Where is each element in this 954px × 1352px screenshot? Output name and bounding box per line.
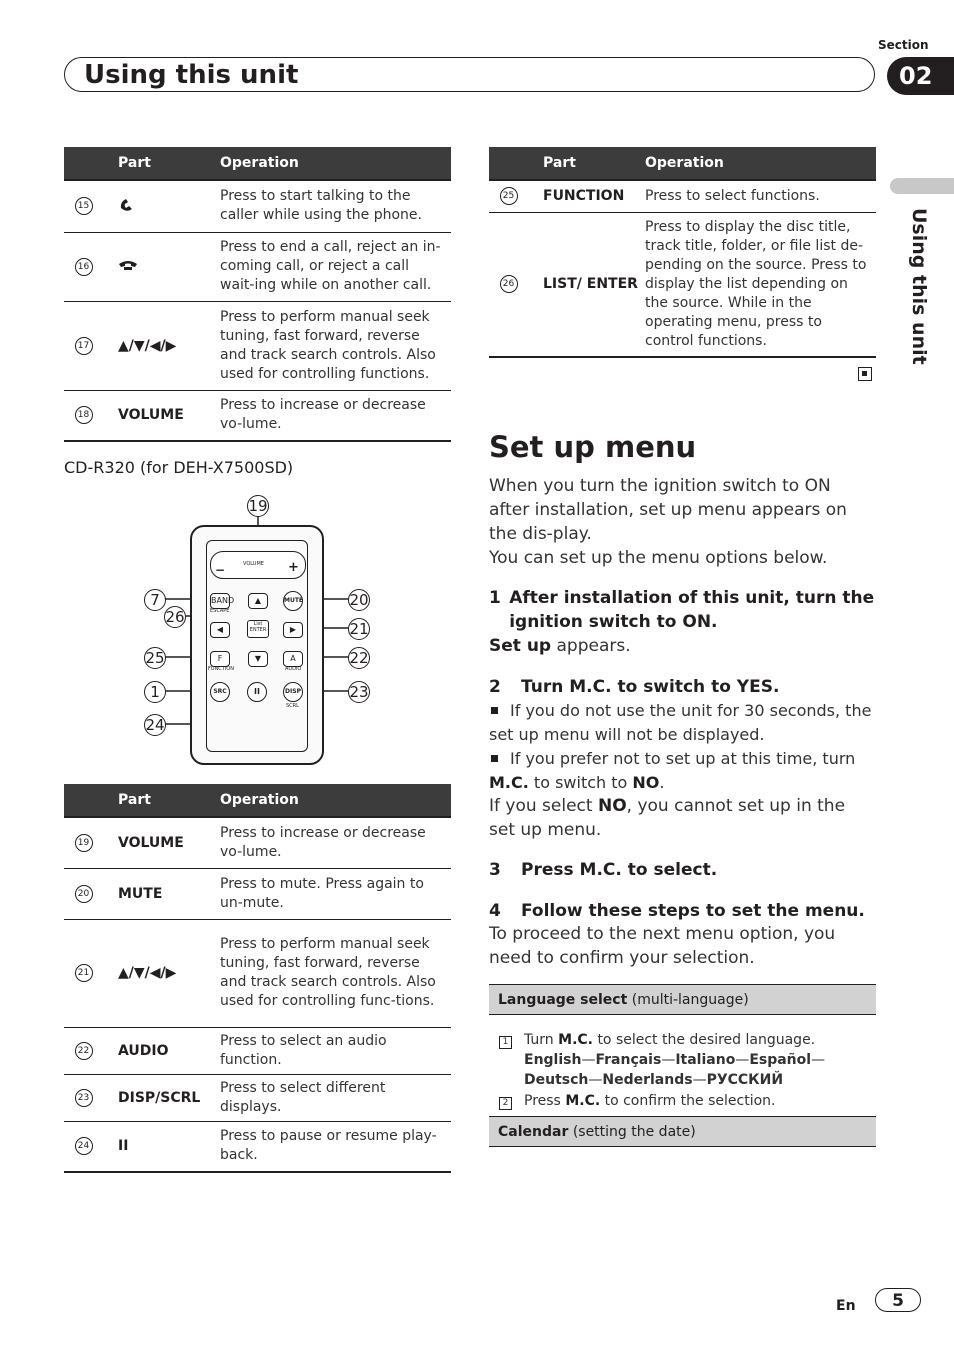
language-select-header: Language select (multi-language) bbox=[489, 984, 876, 1015]
callout-23: 23 bbox=[349, 683, 369, 701]
step-3: 3 Press M.C. to select. bbox=[489, 860, 718, 880]
row-number: 16 bbox=[75, 258, 93, 276]
part-label: ▲/▼/◀/▶ bbox=[103, 919, 220, 1027]
col-operation-header: Operation bbox=[220, 784, 451, 817]
operation-text: Press to start talking to the caller while using the phone. bbox=[220, 180, 451, 232]
step-1: 1 After installation of this unit, turn the ignition switch to ON. bbox=[489, 588, 875, 632]
part-label: DISP/SCRL bbox=[103, 1074, 220, 1121]
no-note: If you select NO, you cannot set up in the set up menu. bbox=[489, 796, 846, 840]
callout-1: 1 bbox=[144, 681, 166, 703]
part-label: II bbox=[103, 1121, 220, 1172]
step-1-result: Set up appears. bbox=[489, 636, 631, 656]
pause-button[interactable]: II bbox=[247, 682, 267, 702]
col-part-header: Part bbox=[103, 147, 220, 180]
table-row bbox=[64, 1027, 451, 1074]
plus-icon: + bbox=[288, 560, 299, 575]
operation-text: Press to increase or decrease vo-lume. bbox=[220, 390, 451, 441]
volume-label: VOLUME bbox=[243, 561, 264, 567]
operation-text: Press to select different displays. bbox=[220, 1074, 451, 1121]
row-number: 23 bbox=[75, 1089, 93, 1107]
operation-text: Press to select functions. bbox=[645, 180, 876, 212]
list-enter-button[interactable]: List ENTER bbox=[247, 620, 269, 638]
row-number: 20 bbox=[75, 885, 93, 903]
step-4: 4 Follow these steps to set the menu. bbox=[489, 901, 865, 921]
operation-text: Press to select an audio function. bbox=[220, 1027, 451, 1074]
phone-end-icon bbox=[118, 259, 138, 271]
row-number: 21 bbox=[75, 964, 93, 982]
intro-paragraph-2: You can set up the menu options below. bbox=[489, 548, 828, 568]
callout-25: 25 bbox=[145, 649, 165, 667]
operation-table-1 bbox=[64, 147, 451, 442]
table-row bbox=[489, 212, 876, 357]
section-number-badge: 02 bbox=[887, 57, 954, 95]
scrl-label: SCRL bbox=[286, 703, 299, 709]
section-label: Section bbox=[878, 38, 929, 52]
escape-label: ESCAPE bbox=[210, 608, 230, 614]
row-number: 17 bbox=[75, 337, 93, 355]
callout-26: 26 bbox=[165, 608, 185, 626]
bullet-1: If you do not use the unit for 30 seconds, the set up menu will not be displayed. bbox=[489, 701, 872, 744]
audio-label: AUDIO bbox=[285, 666, 302, 672]
calendar-header: Calendar (setting the date) bbox=[489, 1116, 876, 1147]
section-heading: Set up menu bbox=[489, 430, 697, 464]
function-label: FUNCTION bbox=[208, 666, 234, 672]
page-title: Using this unit bbox=[84, 60, 299, 90]
operation-table-2 bbox=[64, 784, 451, 1173]
col-part-header: Part bbox=[528, 147, 645, 180]
bullet-square-icon bbox=[491, 707, 498, 714]
footer-language: En bbox=[836, 1298, 856, 1314]
function-button[interactable]: F bbox=[210, 651, 230, 667]
table-row bbox=[64, 232, 451, 301]
row-number: 26 bbox=[500, 275, 518, 293]
col-operation-header: Operation bbox=[220, 147, 451, 180]
up-button[interactable]: ▲ bbox=[248, 593, 268, 609]
bullet-2: If you prefer not to set up at this time, turn M.C. to switch to NO. bbox=[489, 749, 856, 792]
table-row bbox=[64, 1074, 451, 1121]
row-number: 24 bbox=[75, 1137, 93, 1155]
side-tab-label: Using this unit bbox=[908, 208, 930, 365]
operation-text: Press to perform manual seek tuning, fast forward, reverse and track search controls. Also used for controlling func-tions. bbox=[220, 919, 451, 1027]
operation-table-3 bbox=[489, 147, 876, 358]
table-row bbox=[64, 868, 451, 919]
callout-7: 7 bbox=[144, 589, 166, 611]
bullet-square-icon bbox=[491, 755, 498, 762]
language-step-1: 1 Turn M.C. to select the desired language. bbox=[489, 1030, 876, 1050]
operation-text: Press to end a call, reject an in-coming call, or reject a call wait-ing while on another call. bbox=[220, 232, 451, 301]
row-number: 22 bbox=[75, 1042, 93, 1060]
row-number: 15 bbox=[75, 197, 93, 215]
phone-talk-icon bbox=[118, 196, 136, 212]
left-button[interactable]: ◀ bbox=[210, 622, 230, 638]
table-row bbox=[64, 390, 451, 441]
part-label: LIST/ ENTER bbox=[528, 212, 645, 357]
callout-24: 24 bbox=[145, 716, 165, 734]
table-row bbox=[64, 180, 451, 232]
part-label: FUNCTION bbox=[528, 180, 645, 212]
callout-19: 19 bbox=[248, 497, 268, 515]
table-row bbox=[64, 301, 451, 390]
right-button[interactable]: ▶ bbox=[283, 622, 303, 638]
step-4-text: To proceed to the next menu option, you need to confirm your selection. bbox=[489, 924, 836, 968]
table-row bbox=[489, 180, 876, 212]
table-row bbox=[64, 1121, 451, 1172]
down-button[interactable]: ▼ bbox=[248, 651, 268, 667]
language-step-2: 2 Press M.C. to confirm the selection. bbox=[489, 1091, 876, 1111]
row-number: 18 bbox=[75, 406, 93, 424]
callout-20: 20 bbox=[349, 591, 369, 609]
page-number: 5 bbox=[875, 1288, 921, 1312]
col-part-header: Part bbox=[103, 784, 220, 817]
part-label: VOLUME bbox=[103, 390, 220, 441]
operation-text: Press to pause or resume play-back. bbox=[220, 1121, 451, 1172]
intro-paragraph: When you turn the ignition switch to ON after installation, set up menu appears on the dis-play. bbox=[489, 476, 847, 544]
part-label: ▲/▼/◀/▶ bbox=[103, 301, 220, 390]
table-row bbox=[64, 817, 451, 868]
src-button[interactable]: SRC bbox=[210, 682, 230, 702]
language-list: English—Français—Italiano—Español— Deutsch—Nederlands—РУССКИЙ bbox=[524, 1052, 826, 1088]
audio-button[interactable]: A bbox=[283, 651, 303, 667]
callout-22: 22 bbox=[349, 649, 369, 667]
disp-button[interactable]: DISP bbox=[283, 682, 303, 702]
minus-icon: − bbox=[215, 563, 226, 577]
band-button[interactable]: BAND bbox=[210, 593, 230, 609]
operation-text: Press to perform manual seek tuning, fast forward, reverse and track search controls. Also used for controlling functions. bbox=[220, 301, 451, 390]
operation-text: Press to increase or decrease vo-lume. bbox=[220, 817, 451, 868]
part-label: AUDIO bbox=[103, 1027, 220, 1074]
mute-button[interactable]: MUTE bbox=[283, 591, 303, 611]
operation-text: Press to mute. Press again to un-mute. bbox=[220, 868, 451, 919]
row-number: 19 bbox=[75, 834, 93, 852]
side-tab-marker bbox=[890, 178, 954, 194]
step-2: 2 Turn M.C. to switch to YES. bbox=[489, 677, 780, 697]
operation-text: Press to display the disc title, track title, folder, or file list de-pending on the source. Press to display the list depending on the source. While in the operating menu, press to control functions. bbox=[645, 212, 876, 357]
figure-caption: CD-R320 (for DEH-X7500SD) bbox=[64, 458, 294, 477]
end-of-section-mark bbox=[858, 367, 872, 381]
part-label: MUTE bbox=[103, 868, 220, 919]
row-number: 25 bbox=[500, 187, 518, 205]
col-operation-header: Operation bbox=[645, 147, 876, 180]
part-label: VOLUME bbox=[103, 817, 220, 868]
callout-21: 21 bbox=[349, 620, 369, 638]
table-row bbox=[64, 919, 451, 1027]
